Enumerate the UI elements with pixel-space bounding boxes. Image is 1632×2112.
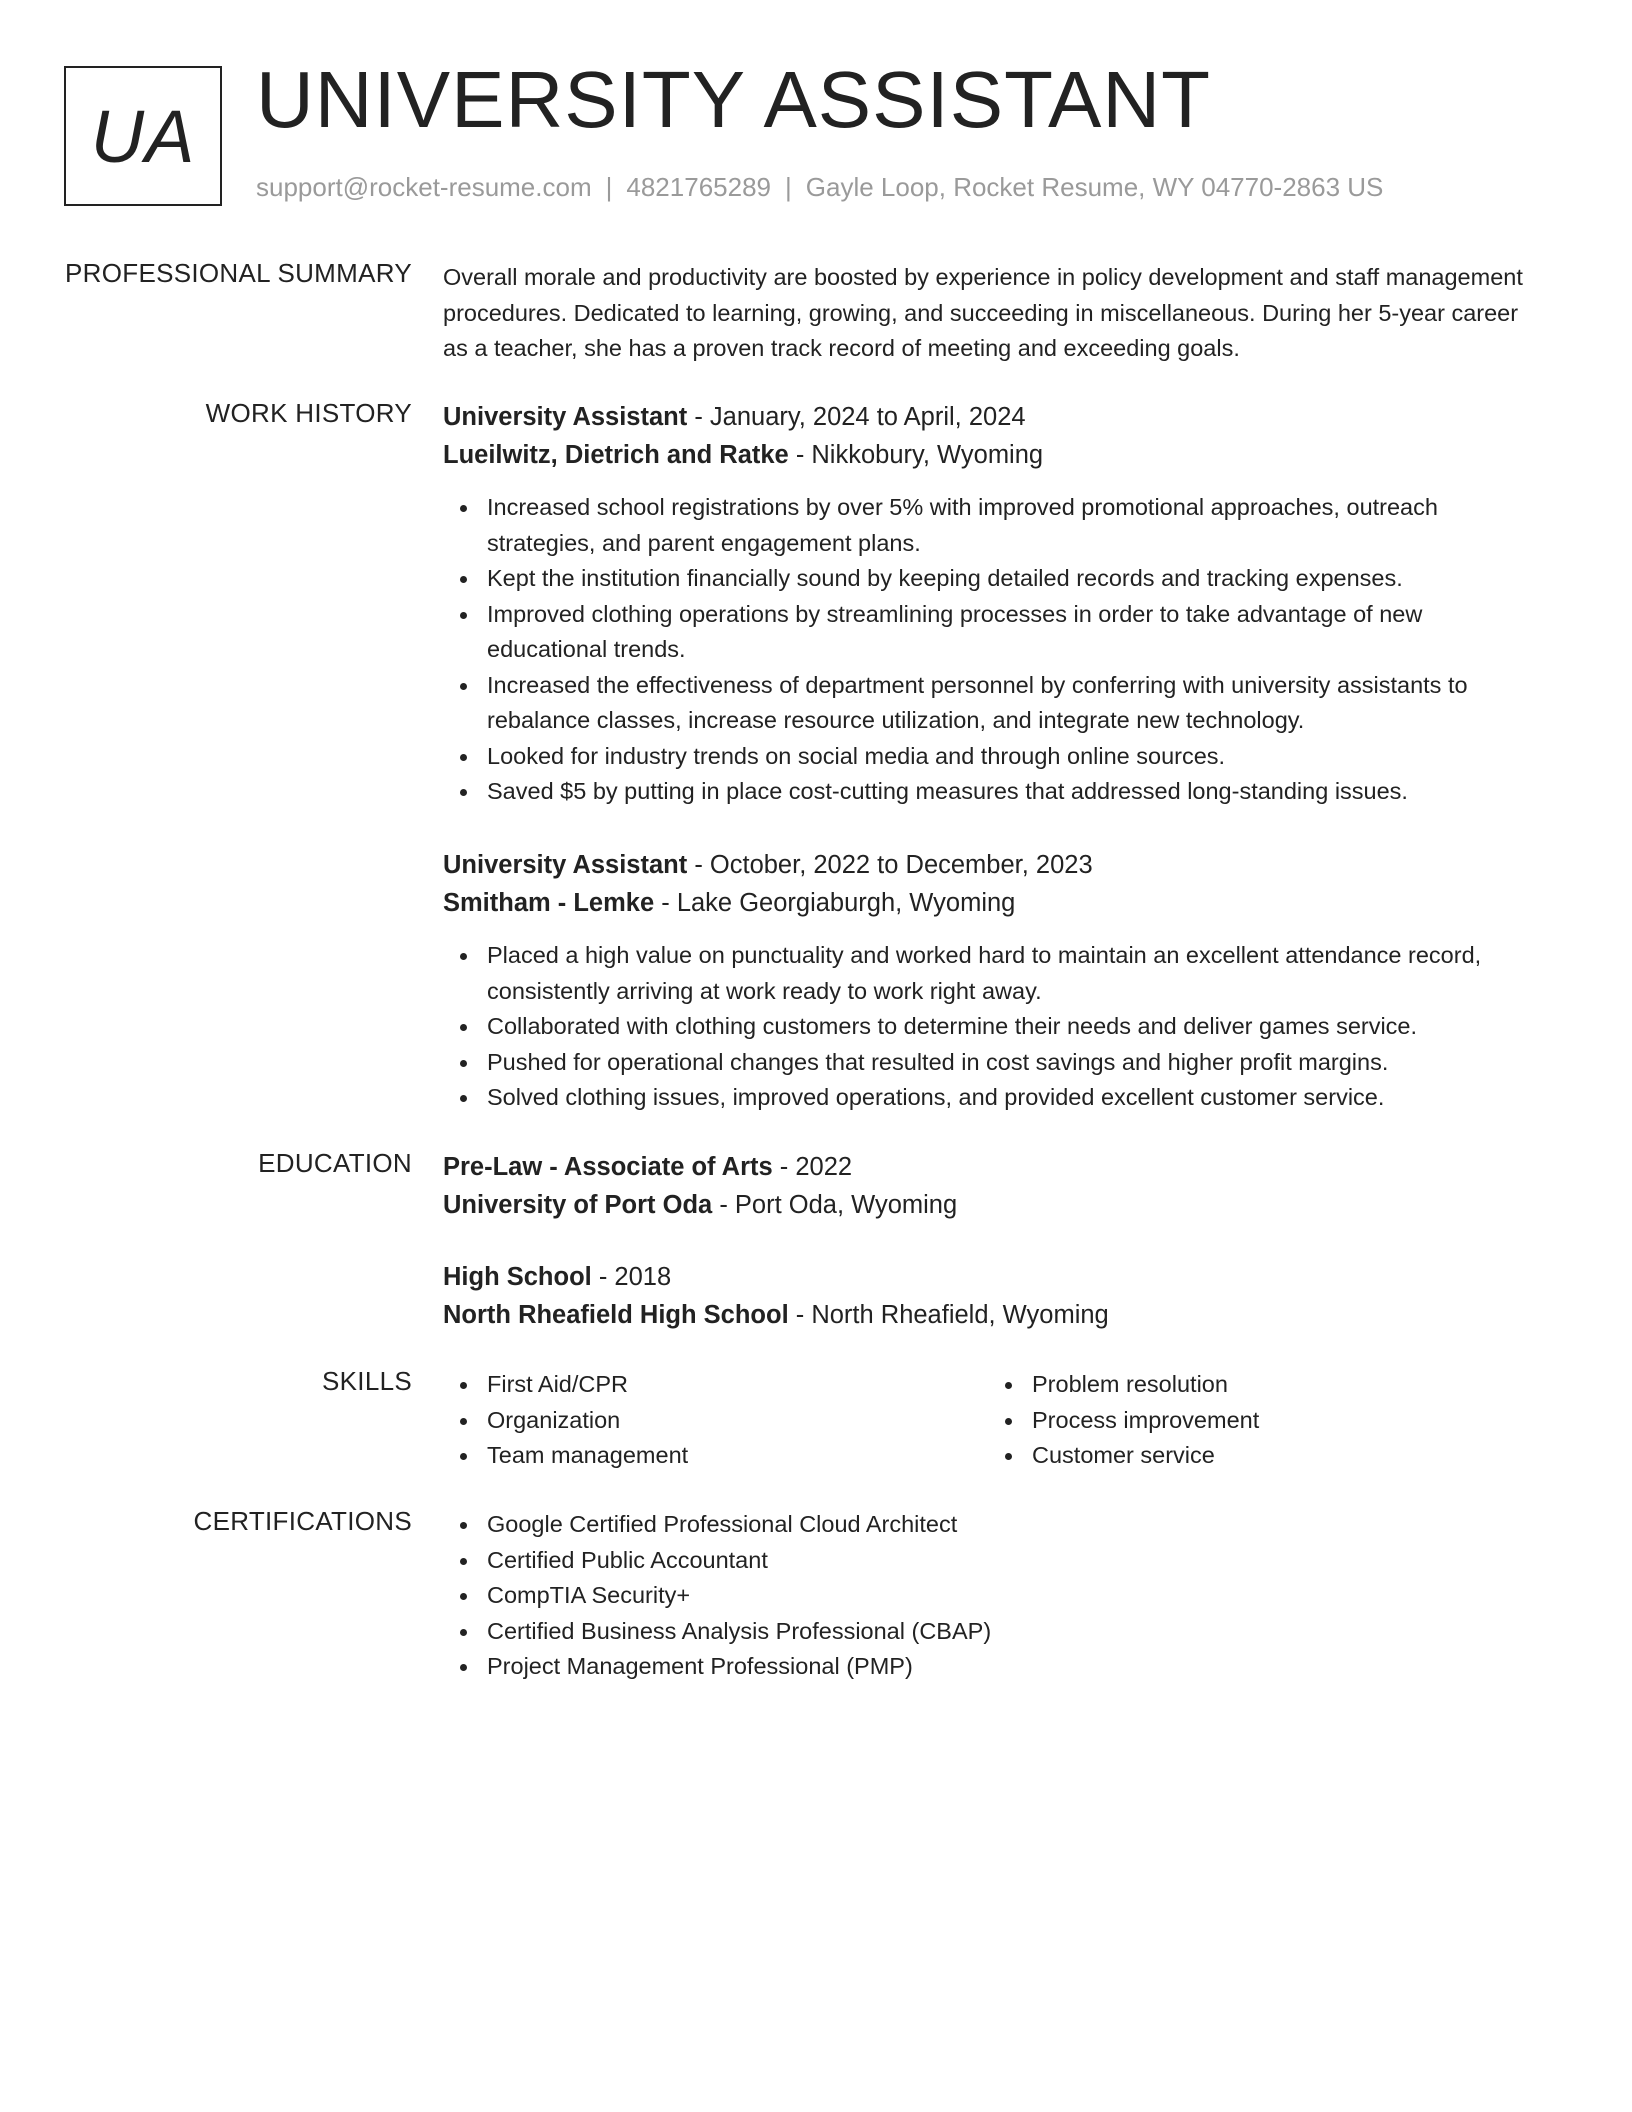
job-company-line bbox=[443, 884, 1533, 922]
education-degree: Pre-Law - Associate of Arts bbox=[443, 1153, 773, 1181]
job-bullets bbox=[443, 490, 1533, 810]
list-item: Improved clothing operations by streamlining processes in order to take advantage of new educational trends. bbox=[487, 597, 1533, 668]
job-company: Lueilwitz, Dietrich and Ratke bbox=[443, 441, 789, 469]
list-item: Kept the institution financially sound by keeping detailed records and tracking expenses. bbox=[487, 561, 1533, 597]
job-bullets bbox=[443, 938, 1533, 1116]
list-item: Increased school registrations by over 5% with improved promotional approaches, outreach strategies, and parent engagement plans. bbox=[487, 490, 1533, 561]
list-item: Pushed for operational changes that resulted in cost savings and higher profit margins. bbox=[487, 1045, 1533, 1081]
education-entry bbox=[443, 1258, 1533, 1334]
education-degree: High School bbox=[443, 1263, 592, 1291]
section-title-education: EDUCATION bbox=[258, 1148, 412, 1178]
education-school: North Rheafield High School bbox=[443, 1301, 789, 1329]
skills-grid bbox=[443, 1367, 1533, 1474]
contact-email[interactable]: support@rocket-resume.com bbox=[256, 172, 592, 202]
education-entry bbox=[443, 1148, 1533, 1224]
job-role-line bbox=[443, 398, 1533, 436]
section-title-certifications: CERTIFICATIONS bbox=[193, 1506, 412, 1536]
skill-item: First Aid/CPR bbox=[487, 1367, 988, 1403]
list-item: Placed a high value on punctuality and worked hard to maintain an excellent attendance record, consistently arriving at work ready to work right away. bbox=[487, 938, 1533, 1009]
summary-text: Overall morale and productivity are boosted by experience in policy development and staff management procedures. Dedicated to learning, growing, and succeeding in miscellaneous. During her 5-year career as a teacher, she has a proven track record of meeting and exceeding goals. bbox=[443, 264, 1523, 361]
education-school: University of Port Oda bbox=[443, 1191, 713, 1219]
contact-line bbox=[256, 172, 1383, 203]
section-title-work-history: WORK HISTORY bbox=[205, 398, 412, 428]
skills-list-left bbox=[443, 1367, 988, 1474]
certification-item: Google Certified Professional Cloud Architect bbox=[487, 1507, 1533, 1543]
contact-separator: | bbox=[785, 172, 792, 202]
section-title-summary: PROFESSIONAL SUMMARY bbox=[65, 258, 412, 288]
resume-title: UNIVERSITY ASSISTANT bbox=[256, 55, 1212, 144]
education-school-line bbox=[443, 1296, 1533, 1334]
education-year: - 2022 bbox=[772, 1153, 853, 1181]
list-item: Collaborated with clothing customers to determine their needs and deliver games service. bbox=[487, 1009, 1533, 1045]
job-location: - Lake Georgiaburgh, Wyoming bbox=[654, 889, 1016, 917]
skill-item: Problem resolution bbox=[1032, 1367, 1533, 1403]
skill-item: Customer service bbox=[1032, 1438, 1533, 1474]
certification-item: Certified Business Analysis Professional (CBAP) bbox=[487, 1614, 1533, 1650]
job-role: University Assistant bbox=[443, 403, 688, 431]
job-company: Smitham - Lemke bbox=[443, 889, 655, 917]
list-item: Saved $5 by putting in place cost-cutting measures that addressed long-standing issues. bbox=[487, 774, 1533, 810]
certifications-list bbox=[443, 1507, 1533, 1685]
section-title-skills: SKILLS bbox=[322, 1366, 412, 1396]
contact-address: Gayle Loop, Rocket Resume, WY 04770-2863 US bbox=[805, 172, 1384, 202]
list-item: Solved clothing issues, improved operations, and provided excellent customer service. bbox=[487, 1080, 1533, 1116]
certification-item: Certified Public Accountant bbox=[487, 1543, 1533, 1579]
job-role: University Assistant bbox=[443, 851, 688, 879]
monogram-initials: UA bbox=[64, 66, 222, 206]
job-location: - Nikkobury, Wyoming bbox=[788, 441, 1044, 469]
education-degree-line bbox=[443, 1148, 1533, 1186]
education-year: - 2018 bbox=[591, 1263, 672, 1291]
skill-item: Process improvement bbox=[1032, 1403, 1533, 1439]
certification-item: CompTIA Security+ bbox=[487, 1578, 1533, 1614]
list-item: Increased the effectiveness of department personnel by conferring with university assistants to rebalance classes, increase resource utilization, and integrate new technology. bbox=[487, 668, 1533, 739]
job-role-line bbox=[443, 846, 1533, 884]
job-entry bbox=[443, 398, 1533, 810]
job-entry bbox=[443, 846, 1533, 1116]
skills-list-right bbox=[988, 1367, 1533, 1474]
certification-item: Project Management Professional (PMP) bbox=[487, 1649, 1533, 1685]
education-location: - North Rheafield, Wyoming bbox=[788, 1301, 1109, 1329]
education-degree-line bbox=[443, 1258, 1533, 1296]
education-school-line bbox=[443, 1186, 1533, 1224]
list-item: Looked for industry trends on social media and through online sources. bbox=[487, 739, 1533, 775]
contact-phone[interactable]: 4821765289 bbox=[626, 172, 771, 202]
skill-item: Organization bbox=[487, 1403, 988, 1439]
skill-item: Team management bbox=[487, 1438, 988, 1474]
contact-separator: | bbox=[605, 172, 613, 202]
job-company-line bbox=[443, 436, 1533, 474]
education-location: - Port Oda, Wyoming bbox=[712, 1191, 958, 1219]
job-dates: - January, 2024 to April, 2024 bbox=[687, 403, 1026, 431]
job-dates: - October, 2022 to December, 2023 bbox=[687, 851, 1093, 879]
